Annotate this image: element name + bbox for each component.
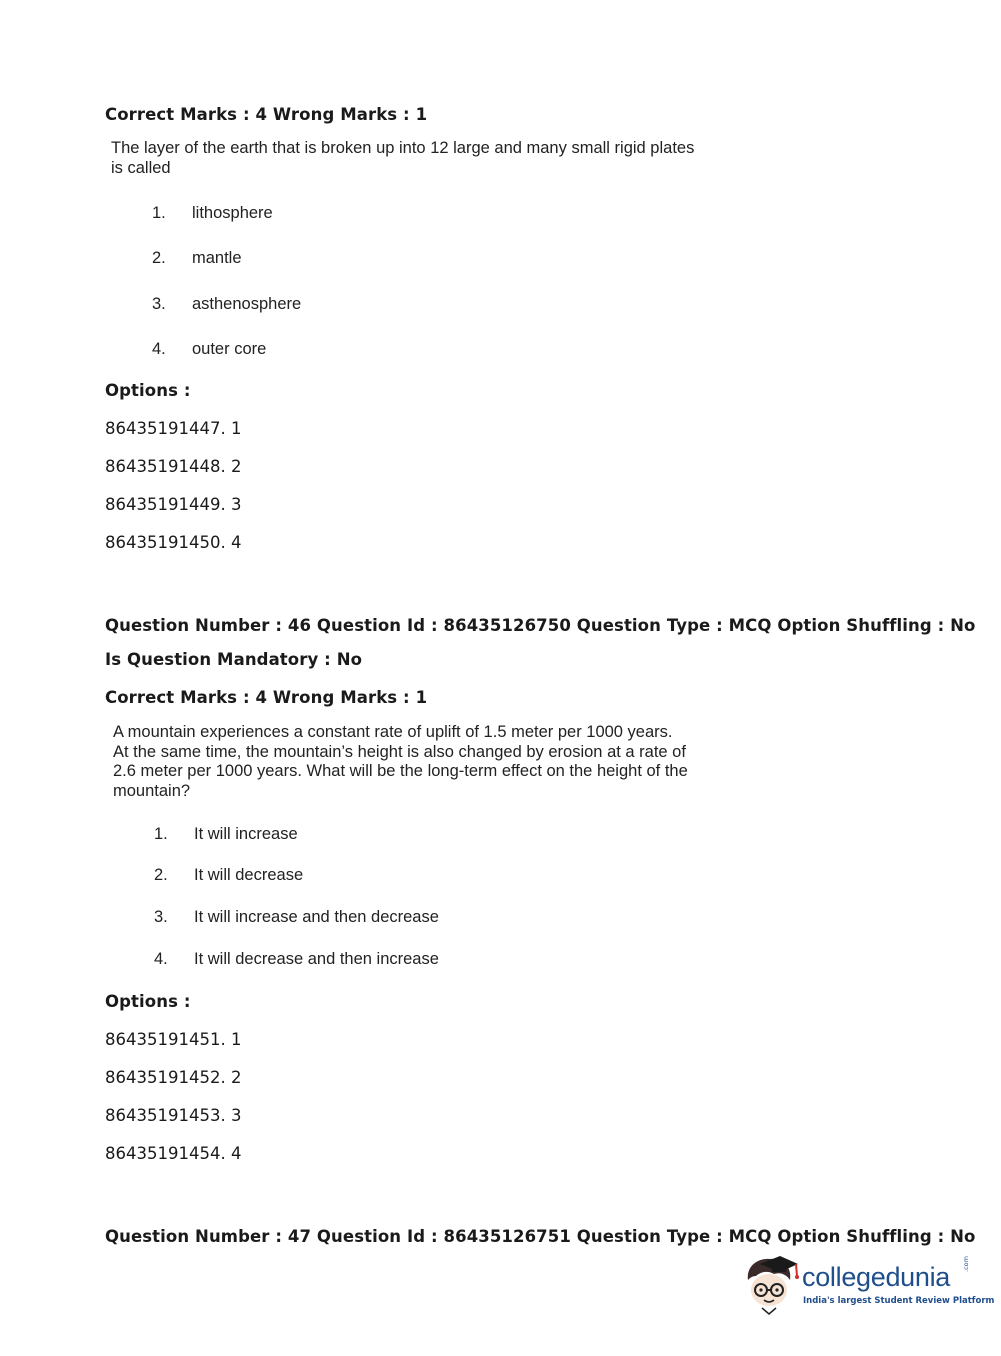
choice-number: 2.: [154, 866, 168, 884]
q45-option-id: 86435191450. 4: [105, 533, 242, 552]
logo-wordmark: collegedunia: [802, 1262, 951, 1292]
q46-choice-1: [154, 825, 298, 844]
choice-number: 1.: [152, 204, 166, 222]
choice-text: It will increase and then decrease: [194, 908, 439, 926]
q45-options-label: Options :: [105, 381, 191, 400]
q46-option-id: 86435191453. 3: [105, 1106, 242, 1125]
choice-text: asthenosphere: [192, 295, 302, 313]
choice-number: 2.: [152, 249, 166, 267]
q46-option-id: 86435191451. 1: [105, 1030, 242, 1049]
q46-options-label: Options :: [105, 992, 191, 1011]
q45-marks-line: Correct Marks : 4 Wrong Marks : 1: [105, 105, 428, 124]
q46-option-id: 86435191454. 4: [105, 1144, 242, 1163]
choice-number: 4.: [154, 950, 168, 968]
q45-choice-3: [152, 295, 301, 314]
q45-option-id: 86435191448. 2: [105, 457, 242, 476]
choice-text: It will decrease and then increase: [194, 950, 439, 968]
choice-text: lithosphere: [192, 204, 273, 222]
q45-choice-2: [152, 249, 242, 268]
q46-choice-4: [154, 950, 439, 969]
q46-question-text: [113, 723, 688, 801]
q46-option-id: 86435191452. 2: [105, 1068, 242, 1087]
choice-number: 1.: [154, 825, 168, 843]
q45-choice-1: [152, 204, 273, 223]
choice-number: 3.: [154, 908, 168, 926]
logo-com-suffix: .com: [962, 1256, 970, 1272]
q45-option-id: 86435191447. 1: [105, 419, 242, 438]
q46-question-line: 2.6 meter per 1000 years. What will be the long-term effect on the height of the: [113, 762, 688, 780]
choice-text: It will decrease: [194, 866, 304, 884]
q47-header-line: Question Number : 47 Question Id : 86435126751 Question Type : MCQ Option Shuffling : No: [105, 1227, 976, 1246]
choice-text: It will increase: [194, 825, 298, 843]
q45-question-line: is called: [111, 158, 171, 177]
choice-text: mantle: [192, 249, 242, 267]
q46-question-line: At the same time, the mountain’s height is also changed by erosion at a rate of: [113, 742, 686, 761]
q46-choice-3: [154, 908, 439, 927]
q46-question-line: A mountain experiences a constant rate of uplift of 1.5 meter per 1000 years.: [113, 723, 673, 741]
choice-number: 4.: [152, 340, 166, 358]
choice-text: outer core: [192, 340, 267, 358]
q45-question-line: The layer of the earth that is broken up into 12 large and many small rigid plates: [111, 139, 695, 157]
choice-number: 3.: [152, 295, 166, 313]
q45-option-id: 86435191449. 3: [105, 495, 242, 514]
q46-header-line: Question Number : 46 Question Id : 86435126750 Question Type : MCQ Option Shuffling : No: [105, 616, 976, 635]
student-mascot-icon: [740, 1250, 802, 1320]
q45-question-text: [111, 139, 694, 178]
q46-marks-line: Correct Marks : 4 Wrong Marks : 1: [105, 688, 428, 707]
q46-choice-2: [154, 866, 303, 885]
logo-tagline: India's largest Student Review Platform: [803, 1296, 995, 1306]
q46-question-line: mountain?: [113, 781, 191, 800]
q45-choice-4: [152, 340, 266, 359]
q46-mandatory-line: Is Question Mandatory : No: [105, 650, 363, 669]
collegedunia-logo: [740, 1250, 995, 1320]
